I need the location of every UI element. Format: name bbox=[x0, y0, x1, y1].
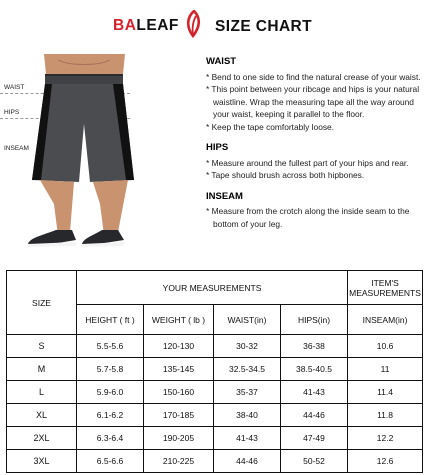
hips-section bbox=[206, 142, 422, 182]
weight-cell: 190-205 bbox=[144, 427, 214, 450]
instruction-item: * Keep the tape comfortably loose. bbox=[206, 121, 335, 132]
waist-cell: 41-43 bbox=[214, 427, 281, 450]
section-title: INSEAM bbox=[206, 190, 243, 202]
brand-logo bbox=[113, 17, 179, 35]
hips-cell: 47-49 bbox=[281, 427, 348, 450]
instruction-item: * Measure from the crotch along the inside seam to the bottom of your leg. bbox=[206, 206, 410, 229]
table-row bbox=[7, 381, 423, 404]
brand-logo-rest: LEAF bbox=[136, 17, 179, 34]
height-cell: 6.1-6.2 bbox=[77, 404, 144, 427]
instruction-item: * Tape should brush across both hipbones. bbox=[206, 170, 365, 180]
column-header: WAIST(in) bbox=[214, 305, 281, 335]
waist-label: WAIST bbox=[4, 84, 25, 91]
table-row bbox=[7, 427, 423, 450]
column-header: HEIGHT ( ft ) bbox=[77, 305, 144, 335]
weight-cell: 150-160 bbox=[144, 381, 214, 404]
weight-cell: 170-185 bbox=[144, 404, 214, 427]
size-chart-table bbox=[6, 270, 423, 473]
section-title: HIPS bbox=[206, 142, 229, 153]
model-figure bbox=[0, 54, 200, 254]
brand-logo-red: BA bbox=[113, 17, 137, 34]
instruction-item: * Bend to one side to find the natural crease of your waist. bbox=[206, 71, 421, 82]
table-row bbox=[7, 335, 423, 358]
inseam-cell: 11.4 bbox=[348, 381, 423, 404]
inseam-label: INSEAM bbox=[4, 145, 29, 152]
waist-section bbox=[206, 56, 422, 133]
inseam-cell: 12.2 bbox=[348, 427, 423, 450]
table-row bbox=[7, 404, 423, 427]
model-shorts-illustration bbox=[0, 54, 200, 254]
size-cell: M bbox=[7, 358, 77, 381]
hips-cell: 41-43 bbox=[281, 381, 348, 404]
weight-cell: 120-130 bbox=[144, 335, 214, 358]
section-title: WAIST bbox=[206, 56, 237, 67]
table-header-row bbox=[7, 271, 423, 305]
measuring-instructions bbox=[206, 56, 422, 239]
size-cell: S bbox=[7, 335, 77, 358]
your-measurements-header: YOUR MEASUREMENTS bbox=[77, 271, 348, 305]
height-cell: 6.5-6.6 bbox=[77, 450, 144, 473]
waist-cell: 35-37 bbox=[214, 381, 281, 404]
chart-title: SIZE CHART bbox=[215, 18, 312, 35]
inseam-cell: 12.6 bbox=[348, 450, 423, 473]
height-cell: 5.7-5.8 bbox=[77, 358, 144, 381]
instruction-item: * Measure around the fullest part of your hips and rear. bbox=[206, 157, 409, 168]
height-cell: 6.3-6.4 bbox=[77, 427, 144, 450]
weight-cell: 135-145 bbox=[144, 358, 214, 381]
hips-label: HIPS bbox=[4, 109, 20, 116]
size-header: SIZE bbox=[7, 271, 77, 335]
waist-cell: 38-40 bbox=[214, 404, 281, 427]
column-header: WEIGHT ( lb ) bbox=[144, 305, 214, 335]
inseam-cell: 11 bbox=[348, 358, 423, 381]
column-header: HIPS(in) bbox=[281, 305, 348, 335]
hips-cell: 50-52 bbox=[281, 450, 348, 473]
weight-cell: 210-225 bbox=[144, 450, 214, 473]
height-cell: 5.5-5.6 bbox=[77, 335, 144, 358]
instruction-item: * This point between your ribcage and hips is your natural waistline. Wrap the measuring tape all the way around your waist, keeping it parallel to the floor. bbox=[206, 84, 420, 119]
table-row bbox=[7, 450, 423, 473]
inseam-cell: 10.6 bbox=[348, 335, 423, 358]
hips-cell: 36-38 bbox=[281, 335, 348, 358]
size-cell: 3XL bbox=[7, 450, 77, 473]
hips-cell: 44-46 bbox=[281, 404, 348, 427]
inseam-section bbox=[206, 191, 422, 231]
size-cell: L bbox=[7, 381, 77, 404]
waist-cell: 30-32 bbox=[214, 335, 281, 358]
leaf-logo-icon bbox=[183, 10, 205, 38]
waist-cell: 32.5-34.5 bbox=[214, 358, 281, 381]
size-cell: 2XL bbox=[7, 427, 77, 450]
waist-cell: 44-46 bbox=[214, 450, 281, 473]
header bbox=[0, 10, 428, 44]
column-header: INSEAM(in) bbox=[348, 305, 423, 335]
table-row bbox=[7, 358, 423, 381]
items-measurements-header: ITEM'S MEASUREMENTS bbox=[348, 271, 423, 305]
height-cell: 5.9-6.0 bbox=[77, 381, 144, 404]
hips-cell: 38.5-40.5 bbox=[281, 358, 348, 381]
size-cell: XL bbox=[7, 404, 77, 427]
inseam-cell: 11.8 bbox=[348, 404, 423, 427]
